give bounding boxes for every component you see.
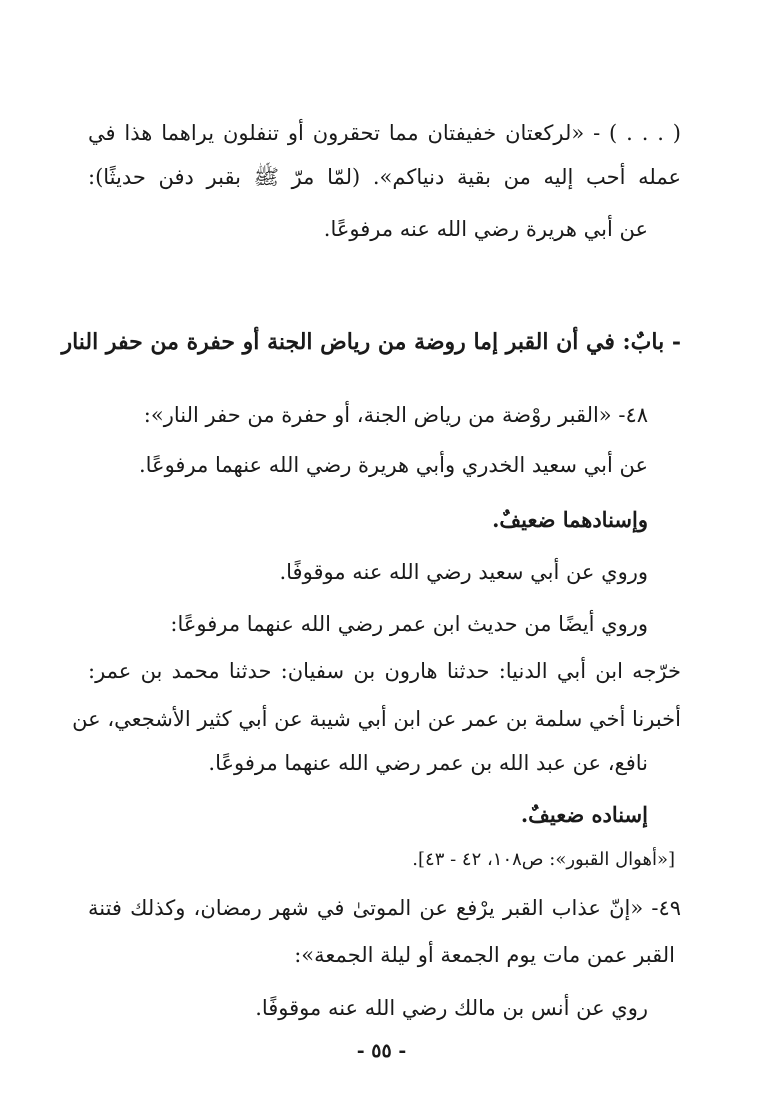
text-line-2: عمله أحب إليه من بقية دنياكم». (لمّا مرّ ﷺ بقبر دفن حديثًا): [88, 165, 681, 189]
text-line-10: أخبرنا أخي سلمة بن عمر عن ابن أبي شيبة عن أبي كثير الأشجعي، عن [72, 707, 681, 731]
text-line-9: خرّجه ابن أبي الدنيا: حدثنا هارون بن سفيان: حدثنا محمد بن عمر: [88, 659, 681, 683]
text-line-16: روي عن أنس بن مالك رضي الله عنه موقوفًا. [255, 996, 648, 1020]
hadith-49-text: ٤٩- «إنّ عذاب القبر يرْفع عن الموتىٰ في شهر رمضان، وكذلك فتنة [88, 896, 681, 920]
text-line-1: ( . . . ) - «لركعتان خفيفتان مما تحقرون أو تنفلون يراهما هذا في [88, 121, 681, 145]
grading-line-2: إسناده ضعيفٌ. [520, 802, 648, 827]
text-line-3: عن أبي هريرة رضي الله عنه مرفوعًا. [323, 217, 648, 241]
hadith-48-text: ٤٨- «القبر روْضة من رياض الجنة، أو حفرة من حفر النار»: [143, 403, 648, 427]
text-line-8: وروي أيضًا من حديث ابن عمر رضي الله عنهما مرفوعًا: [170, 612, 648, 636]
section-heading: - بابٌ: في أن القبر إما روضة من رياض الجنة أو حفرة من حفر النار [61, 329, 681, 355]
page-number: - ٥٥ - [356, 1040, 407, 1062]
text-line-7: وروي عن أبي سعيد رضي الله عنه موقوفًا. [279, 560, 648, 584]
grading-line-1: وإسنادهما ضعيفٌ. [492, 507, 648, 532]
text-line-11: نافع، عن عبد الله بن عمر رضي الله عنهما مرفوعًا. [208, 751, 648, 775]
text-line-15: القبر عمن مات يوم الجمعة أو ليلة الجمعة»: [294, 943, 675, 967]
text-line-5: عن أبي سعيد الخدري وأبي هريرة رضي الله عنهما مرفوعًا. [138, 453, 648, 477]
citation: [«أهوال القبور»: ص١٠٨، ٤٢ - ٤٣]. [412, 849, 675, 870]
